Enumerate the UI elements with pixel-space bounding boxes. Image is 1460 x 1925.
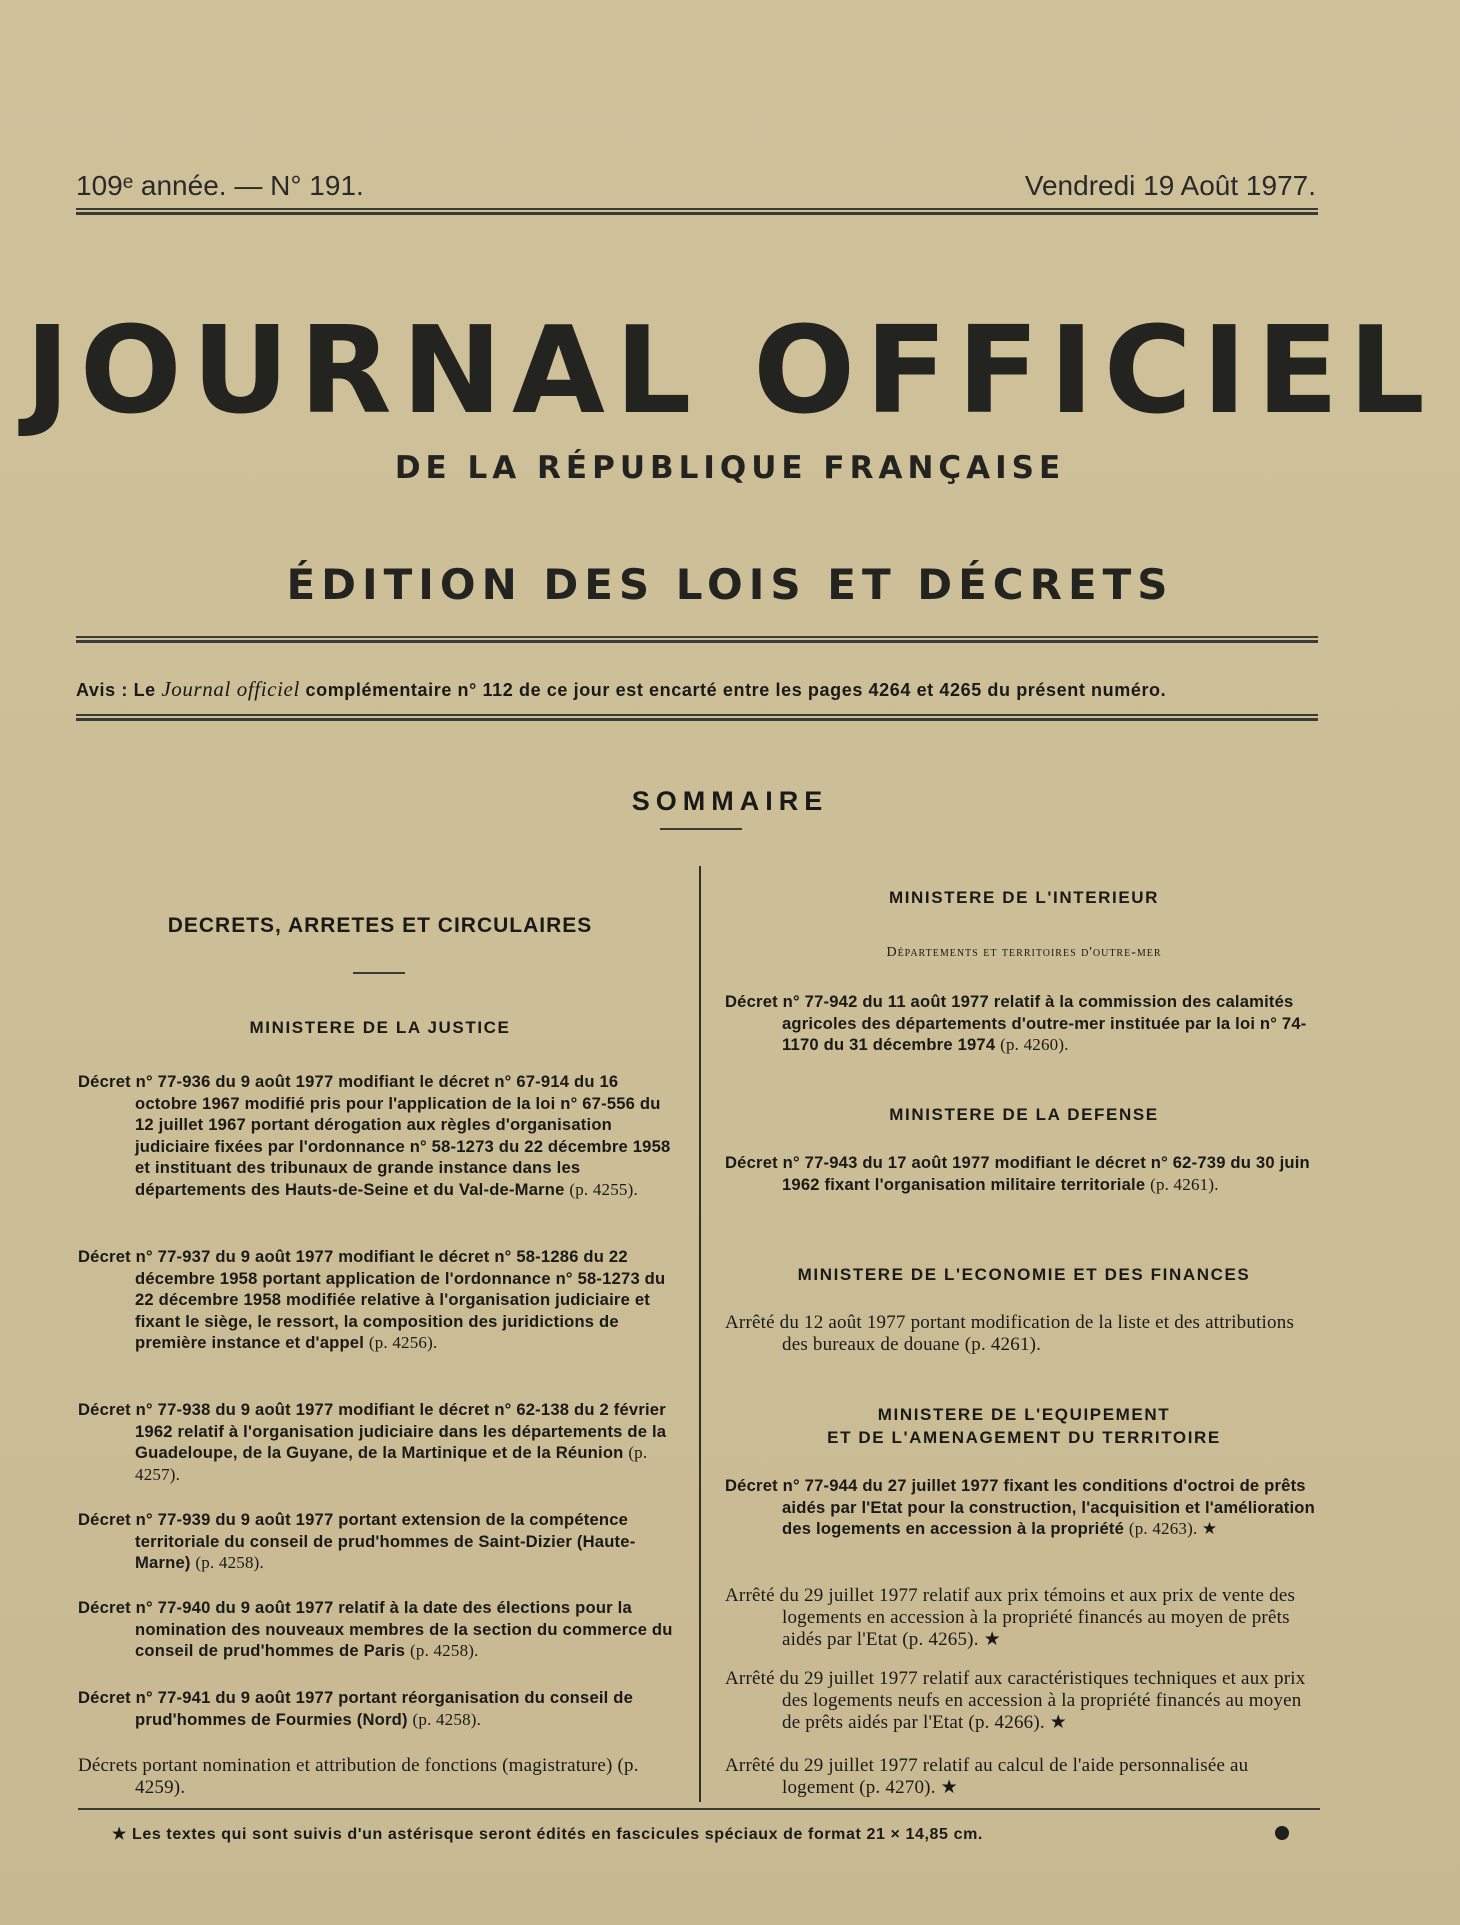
page-ref: (p. 4259). xyxy=(135,1755,639,1798)
column-divider xyxy=(699,866,701,1802)
entry-decret-77-944: Décret n° 77-944 du 27 juillet 1977 fixant les conditions d'octroi de prêts aidés par l'Etat pour la construction, l'acquisition et l'amélioration des logements en accession à la propriété (p. 4263). ★ xyxy=(725,1476,1315,1538)
page-ref: (p. 4260). xyxy=(1000,1035,1069,1054)
ministry-economie: MINISTERE DE L'ECONOMIE ET DES FINANCES xyxy=(797,1265,1251,1284)
section-rule xyxy=(353,972,405,974)
asterisk-footnote: ★ Les textes qui sont suivis d'un astérisque seront édités en fascicules spéciaux de format 21 × 14,85 cm. xyxy=(112,1826,983,1843)
page-ref: (p. 4261). xyxy=(1150,1174,1219,1194)
page-ref: (p. 4255). xyxy=(569,1179,638,1199)
entry-decret-77-941: Décret n° 77-941 du 9 août 1977 portant réorganisation du conseil de prud'hommes de Fourmies (Nord) (p. 4258). xyxy=(78,1688,634,1729)
avis-label: Avis : xyxy=(76,680,128,700)
avis-before: Le xyxy=(133,680,156,700)
issue-header xyxy=(76,170,1316,202)
header-rule xyxy=(76,208,1318,215)
section-heading: DECRETS, ARRETES ET CIRCULAIRES xyxy=(167,914,593,937)
ministry-interieur: MINISTERE DE L'INTERIEUR xyxy=(888,888,1160,907)
footer-rule xyxy=(78,1808,1320,1810)
entry-decret-77-939: Décret n° 77-939 du 9 août 1977 portant extension de la compétence territoriale du conseil de prud'hommes de Saint-Dizier (Haute-Marne) (p. 4258). xyxy=(78,1510,636,1572)
entry-decrets-nomination: Décrets portant nomination et attribution de fonctions (magistrature) (p. 4259). xyxy=(78,1755,639,1798)
masthead-subtitle: DE LA RÉPUBLIQUE FRANÇAISE xyxy=(394,450,1066,486)
avis-rule xyxy=(76,714,1318,721)
bullet-dot xyxy=(1275,1826,1289,1840)
avis-text: complémentaire n° 112 de ce jour est encarté entre les pages 4264 et 4265 du présent numéro. xyxy=(305,680,1167,700)
masthead-title: JOURNAL OFFICIEL xyxy=(25,302,1435,441)
edition-rule xyxy=(76,636,1318,643)
edition-title: ÉDITION DES LOIS ET DÉCRETS xyxy=(286,560,1174,609)
entry-arrete-aide-logement: Arrêté du 29 juillet 1977 relatif au calcul de l'aide personnalisée au logement (p. 4270). ★ xyxy=(725,1755,1249,1798)
entry-decret-77-937: Décret n° 77-937 du 9 août 1977 modifiant le décret n° 58-1286 du 22 décembre 1958 portant application de l'ordonnance n° 58-1273 du 22 décembre 1958 modifiée relative à l'organisation judiciaire et fixant le siège, le ressort, la composition des juridictions de première instance et d'appel (p. 4256). xyxy=(78,1247,666,1352)
avis-notice xyxy=(76,677,1318,702)
issue-number: 109ᵉ année. — N° 191. xyxy=(76,170,364,201)
entry-decret-77-936: Décret n° 77-936 du 9 août 1977 modifiant le décret n° 67-914 du 16 octobre 1967 modifié pris pour l'application de la loi n° 67-556 du 12 juillet 1967 portant dérogation aux règles d'organisation judiciaire fixées par l'ordonnance n° 58-1273 du 22 décembre 1958 et instituant des tribunaux de grande instance dans les départements des Hauts-de-Seine et du Val-de-Marne (p. 4255). xyxy=(78,1072,671,1199)
issue-date: Vendredi 19 Août 1977. xyxy=(1024,170,1316,201)
page-ref: (p. 4263). ★ xyxy=(1128,1519,1218,1538)
avis-journal-name: Journal officiel xyxy=(161,677,300,701)
page-ref: (p. 4257). xyxy=(135,1443,648,1484)
entry-decret-77-942: Décret n° 77-942 du 11 août 1977 relatif à la commission des calamités agricoles des départements d'outre-mer instituée par la loi n° 74-1170 du 31 décembre 1974 (p. 4260). xyxy=(725,992,1307,1054)
entry-decret-77-940: Décret n° 77-940 du 9 août 1977 relatif à la date des élections pour la nomination des nouveaux membres de la section du commerce du conseil de prud'hommes de Paris (p. 4258). xyxy=(78,1598,673,1660)
entry-arrete-prix-temoins: Arrêté du 29 juillet 1977 relatif aux prix témoins et aux prix de vente des logements en accession à la propriété financés au moyen de prêts aidés par l'Etat (p. 4265). ★ xyxy=(725,1585,1296,1650)
ministry-equipement-line2: ET DE L'AMENAGEMENT DU TERRITOIRE xyxy=(827,1428,1221,1447)
entry-arrete-douane: Arrêté du 12 août 1977 portant modification de la liste et des attributions des bureaux de douane (p. 4261). xyxy=(725,1312,1295,1355)
ministry-equipement-line1: MINISTERE DE L'EQUIPEMENT xyxy=(877,1405,1171,1424)
page-ref: (p. 4256). xyxy=(368,1333,438,1352)
ministry-interieur-subheading: Départements et territoires d'outre-mer xyxy=(886,945,1162,960)
entry-arrete-caracteristiques: Arrêté du 29 juillet 1977 relatif aux caractéristiques techniques et aux prix des logements neufs en accession à la propriété financés au moyen de prêts aidés par l'Etat (p. 4266). ★ xyxy=(725,1668,1306,1733)
page-ref: (p. 4258). xyxy=(195,1553,264,1572)
sommaire-heading: SOMMAIRE xyxy=(631,786,829,816)
page-ref: (p. 4258). xyxy=(410,1641,479,1660)
ministry-defense: MINISTERE DE LA DEFENSE xyxy=(889,1105,1159,1124)
entry-decret-77-943: Décret n° 77-943 du 17 août 1977 modifiant le décret n° 62-739 du 30 juin 1962 fixant l'organisation militaire territoriale (p. 4261). xyxy=(725,1153,1310,1194)
page-ref: (p. 4258). xyxy=(412,1709,482,1729)
sommaire-underline xyxy=(660,828,742,830)
entry-decret-77-938: Décret n° 77-938 du 9 août 1977 modifiant le décret n° 62-138 du 2 février 1962 relatif à l'organisation judiciaire dans les départements de la Guadeloupe, de la Guyane, de la Martinique et de la Réunion (p. 4257). xyxy=(78,1400,667,1484)
ministry-justice: MINISTERE DE LA JUSTICE xyxy=(249,1018,511,1037)
